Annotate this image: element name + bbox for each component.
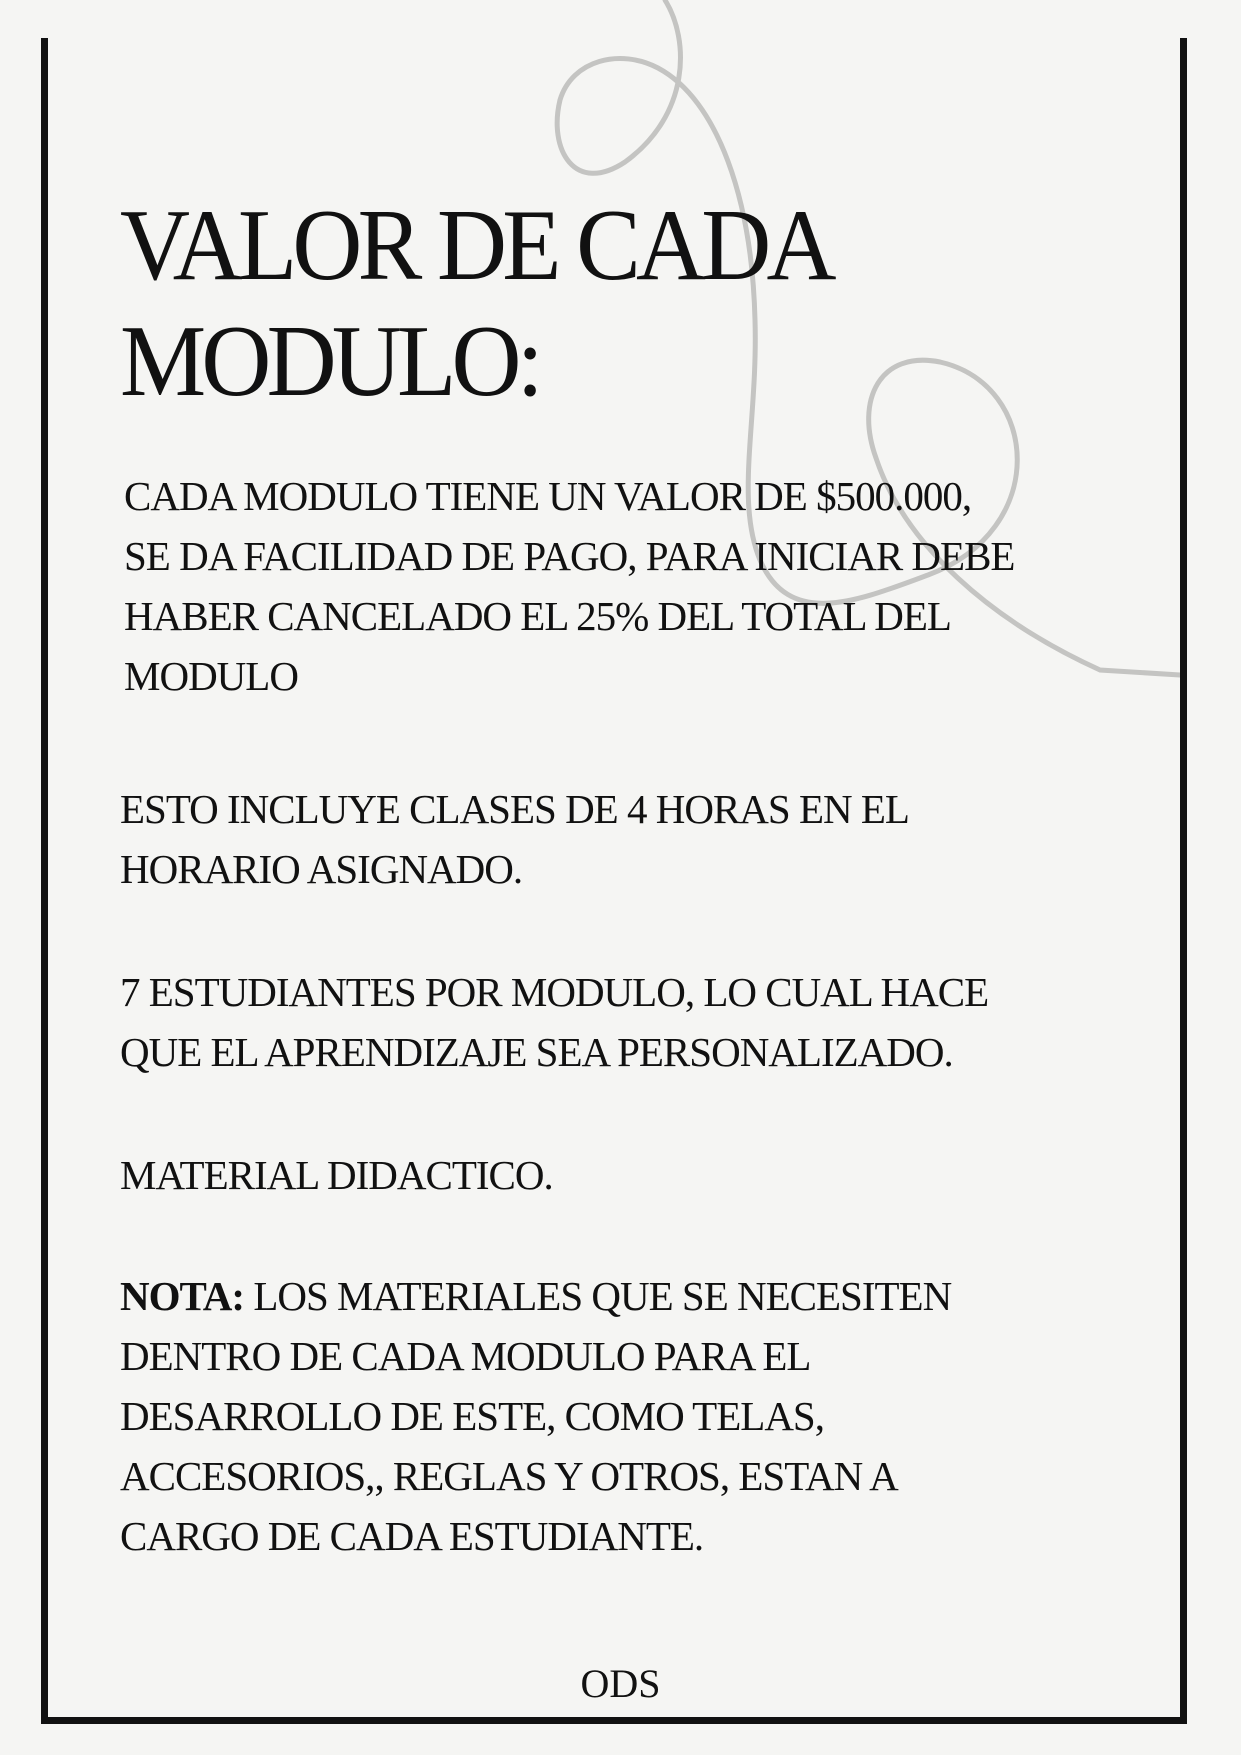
students-paragraph bbox=[120, 962, 1120, 1082]
paragraph-line: ACCESORIOS,, REGLAS Y OTROS, ESTAN A bbox=[120, 1453, 898, 1499]
price-paragraph bbox=[124, 466, 1124, 706]
nota-paragraph bbox=[120, 1266, 1120, 1566]
paragraph-line: LOS MATERIALES QUE SE NECESITEN bbox=[244, 1273, 952, 1319]
paragraph-line: MATERIAL DIDACTICO. bbox=[120, 1152, 553, 1198]
paragraph-line: HABER CANCELADO EL 25% DEL TOTAL DEL bbox=[124, 593, 951, 639]
paragraph-line: DESARROLLO DE ESTE, COMO TELAS, bbox=[120, 1393, 824, 1439]
title-line: MODULO: bbox=[120, 305, 539, 418]
paragraph-line: ESTO INCLUYE CLASES DE 4 HORAS EN EL bbox=[120, 786, 909, 832]
paragraph-line: QUE EL APRENDIZAJE SEA PERSONALIZADO. bbox=[120, 1029, 953, 1075]
page-title bbox=[120, 188, 975, 420]
paragraph-line: SE DA FACILIDAD DE PAGO, PARA INICIAR DEBE bbox=[124, 533, 1015, 579]
footer-brand: ODS bbox=[580, 1661, 661, 1706]
paragraph-line: DENTRO DE CADA MODULO PARA EL bbox=[120, 1333, 811, 1379]
paragraph-line: MODULO bbox=[124, 653, 298, 699]
paragraph-line: CADA MODULO TIENE UN VALOR DE $500.000, bbox=[124, 473, 972, 519]
title-line: VALOR DE CADA bbox=[120, 189, 832, 302]
paragraph-line: 7 ESTUDIANTES POR MODULO, LO CUAL HACE bbox=[120, 969, 989, 1015]
material-paragraph bbox=[120, 1145, 1120, 1205]
paragraph-line: CARGO DE CADA ESTUDIANTE. bbox=[120, 1513, 704, 1559]
paragraph-line: HORARIO ASIGNADO. bbox=[120, 846, 523, 892]
classes-paragraph bbox=[120, 779, 1120, 899]
nota-label: NOTA: bbox=[120, 1273, 245, 1319]
